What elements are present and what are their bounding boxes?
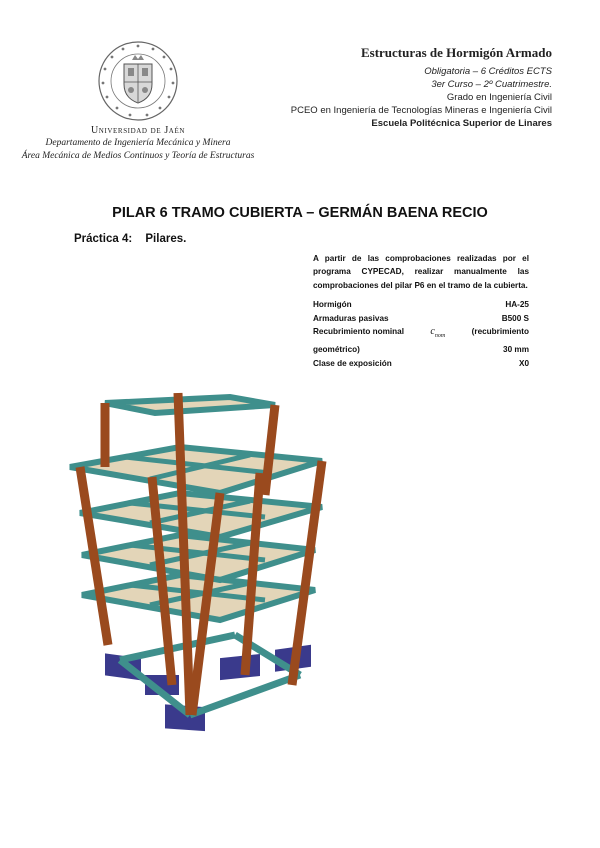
department-name: Departamento de Ingeniería Mecánica y Minera <box>45 138 231 148</box>
property-row <box>313 312 529 325</box>
property-row <box>313 325 529 343</box>
course-credits: Obligatoria – 6 Créditos ECTS <box>424 66 552 77</box>
course-school: Escuela Politécnica Superior de Linares <box>371 118 552 129</box>
cover-symbol-letter: c <box>430 326 435 338</box>
cover-symbol <box>430 325 445 343</box>
property-label: Armaduras pasivas <box>313 313 389 323</box>
property-value: 30 mm <box>503 345 529 355</box>
course-title: Estructuras de Hormigón Armado <box>360 45 552 60</box>
practice-name: Pilares. <box>145 233 187 245</box>
property-value: HA-25 <box>505 300 529 310</box>
cover-symbol-subscript: nom <box>434 333 446 340</box>
task-description: A partir de las comprobaciones realizadas por el programa CYPECAD, realizar manualmente las comprobaciones del pilar P6 en el tramo de la cubierta. <box>313 254 529 290</box>
university-seal <box>97 40 179 122</box>
property-row <box>313 343 529 356</box>
property-label: Hormigón <box>313 300 352 310</box>
course-semester: 3er Curso – 2º Cuatrimestre. <box>431 79 552 90</box>
property-label: geométrico) <box>313 345 360 355</box>
property-row <box>313 298 529 311</box>
course-degree: Grado en Ingeniería Civil <box>446 92 552 103</box>
property-value: B500 S <box>501 313 529 323</box>
property-note: (recubrimiento <box>471 327 529 337</box>
practice-number: Práctica 4: <box>74 233 133 245</box>
property-row <box>313 357 529 370</box>
property-label: Clase de exposición <box>313 358 392 368</box>
specification-panel <box>313 252 529 370</box>
course-double-degree: PCEO en Ingeniería de Tecnologías Mineras e Ingeniería Civil <box>290 105 552 116</box>
structure-3d-model <box>60 385 360 770</box>
document-title: PILAR 6 TRAMO CUBIERTA – GERMÁN BAENA RECIO <box>112 205 488 221</box>
practice-heading <box>74 233 186 245</box>
university-name: Universidad de Jaén <box>90 125 185 136</box>
property-label: Recubrimiento nominal <box>313 327 404 337</box>
property-value: X0 <box>518 358 529 368</box>
area-name: Área Mecánica de Medios Continuos y Teoría de Estructuras <box>21 151 255 161</box>
